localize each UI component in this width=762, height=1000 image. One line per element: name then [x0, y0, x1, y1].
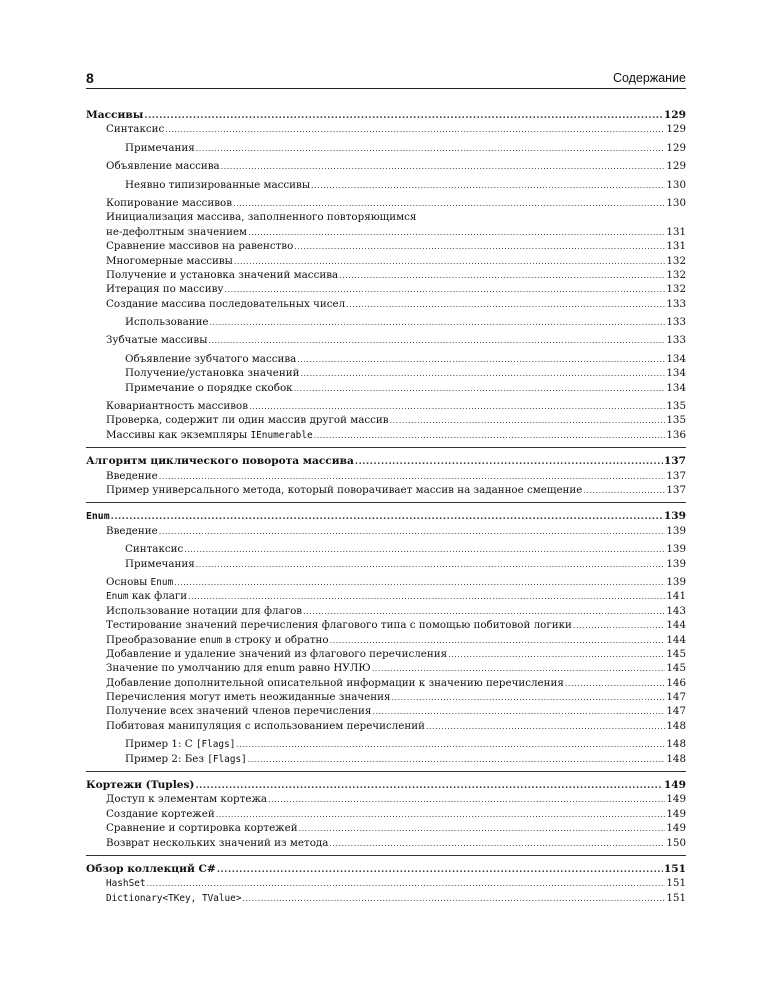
toc-entry-title: Сравнение массивов на равенство — [106, 240, 294, 253]
leader-dots — [208, 334, 665, 348]
leader-dots — [210, 316, 666, 330]
toc-page-number: 148 — [666, 738, 686, 751]
toc-entry-title: Побитовая манипуляция с использованием перечислений — [106, 719, 425, 732]
leader-dots — [144, 109, 663, 123]
toc-page-number: 139 — [666, 575, 686, 588]
toc-page-number: 133 — [666, 297, 686, 310]
toc-entry-title: Зубчатые массивы — [106, 334, 208, 347]
toc-section-entry[interactable] — [86, 413, 686, 427]
toc-page-number: 136 — [666, 428, 686, 441]
leader-dots — [303, 605, 665, 619]
toc-entry-title: не-дефолтным значением — [106, 225, 248, 238]
toc-page-number: 139 — [666, 524, 686, 537]
toc-entry-title: Примечания — [125, 557, 195, 570]
toc-entry-title — [106, 876, 146, 891]
toc-entry-title: Пример универсального метода, который поворачивает массив на заданное смещение — [106, 483, 583, 496]
leader-dots — [233, 197, 665, 211]
leader-dots — [355, 455, 663, 469]
toc-section-entry[interactable] — [86, 122, 686, 136]
toc-entry-title: Enum как флаги — [106, 590, 188, 603]
toc-section-entry[interactable] — [86, 225, 686, 239]
leader-dots — [195, 779, 662, 793]
leader-dots — [346, 298, 665, 312]
toc-entry-title: Кортежи (Tuples) — [86, 779, 195, 792]
table-of-contents — [86, 108, 686, 905]
leader-dots — [111, 510, 663, 524]
toc-entry-title: Неявно типизированные массивы — [125, 178, 311, 191]
toc-page-number: 130 — [666, 178, 686, 191]
toc-page-number: 144 — [666, 633, 686, 646]
toc-chapter-entry[interactable] — [86, 509, 686, 523]
toc-page-number: 150 — [666, 836, 686, 849]
leader-dots — [159, 525, 666, 539]
toc-entry-title: Синтаксис — [125, 543, 184, 556]
leader-dots — [268, 793, 665, 807]
toc-page-number: 148 — [666, 752, 686, 765]
toc-section-entry[interactable] — [86, 268, 686, 282]
toc-page-number: 146 — [666, 676, 686, 689]
toc-entry-title: Введение — [106, 524, 158, 537]
toc-entry-title: Создание кортежей — [106, 807, 215, 820]
toc-entry-title: Алгоритм циклического поворота массива — [86, 455, 354, 468]
leader-dots — [299, 822, 666, 836]
toc-entry-title: Итерация по массиву — [106, 283, 224, 296]
toc-section-entry[interactable] — [86, 690, 686, 704]
toc-entry-title: Пример 2: Без [Flags] — [125, 752, 247, 765]
toc-section-entry[interactable] — [86, 557, 686, 571]
toc-page-number: 149 — [666, 822, 686, 835]
toc-section-entry[interactable] — [86, 575, 686, 589]
toc-section-entry[interactable] — [86, 752, 686, 766]
toc-page-number: 139 — [666, 543, 686, 556]
toc-page-number: 147 — [666, 705, 686, 718]
toc-section-entry[interactable] — [86, 876, 686, 890]
toc-entry-title: Получение/установка значений — [125, 367, 300, 380]
toc-entry-title: Многомерные массивы — [106, 254, 233, 267]
toc-section-entry[interactable] — [86, 141, 686, 155]
toc-entry-title: Добавление дополнительной описательной информации к значению перечисления — [106, 676, 564, 689]
toc-section-entry[interactable] — [86, 159, 686, 173]
toc-page-number: 134 — [666, 367, 686, 380]
toc-entry-title: Использование — [125, 316, 209, 329]
toc-page-number: 135 — [666, 414, 686, 427]
toc-entry-title: Пример 1: С [Flags] — [125, 738, 236, 751]
toc-entry-title: Копирование массивов — [106, 196, 233, 209]
toc-page-number: 133 — [666, 316, 686, 329]
toc-page-number: 134 — [666, 381, 686, 394]
leader-dots — [225, 283, 666, 297]
toc-page-number: 129 — [666, 141, 686, 154]
toc-section-entry[interactable] — [86, 239, 686, 253]
toc-entry-title: Использование нотации для флагов — [106, 604, 303, 617]
leader-dots — [565, 677, 665, 691]
toc-page-number: 148 — [666, 719, 686, 732]
toc-page-number: 147 — [666, 691, 686, 704]
toc-entry-title: Примечание о порядке скобок — [125, 381, 293, 394]
leader-dots — [248, 226, 665, 240]
toc-section-entry[interactable] — [86, 352, 686, 366]
toc-entry-title: Примечания — [125, 141, 195, 154]
toc-entry-title: Инициализация массива, заполненного повторяющимся — [106, 211, 417, 224]
toc-section-entry[interactable] — [86, 618, 686, 632]
toc-section-entry[interactable] — [86, 836, 686, 850]
toc-section-entry[interactable] — [86, 366, 686, 380]
toc-section-entry[interactable] — [86, 381, 686, 395]
leader-dots — [294, 240, 665, 254]
toc-page-number: 129 — [666, 123, 686, 136]
toc-page-number: 151 — [666, 877, 686, 890]
code-term: IEnumerable — [250, 429, 313, 441]
toc-section-entry[interactable] — [86, 483, 686, 497]
leader-dots — [147, 877, 666, 891]
toc-page-number: 133 — [666, 334, 686, 347]
page-number: 8 — [86, 70, 94, 86]
toc-section-entry[interactable] — [86, 807, 686, 821]
leader-dots — [184, 543, 665, 557]
leader-dots — [221, 160, 666, 174]
toc-section-entry[interactable] — [86, 633, 686, 647]
toc-entry-title: Массивы — [86, 109, 144, 121]
toc-section-entry[interactable] — [86, 891, 686, 905]
toc-entry-title — [86, 509, 110, 524]
leader-dots — [236, 738, 665, 752]
toc-entry-title: Синтаксис — [106, 123, 165, 136]
toc-entry-title: Перечисления могут иметь неожиданные значения — [106, 691, 391, 704]
toc-section-entry[interactable] — [86, 210, 686, 224]
toc-entry-title: Получение всех значений членов перечисления — [106, 705, 372, 718]
toc-page-number: 132 — [666, 254, 686, 267]
page-header — [86, 68, 686, 90]
toc-page-number: 130 — [666, 196, 686, 209]
toc-entry-title: Введение — [106, 469, 158, 482]
toc-section-entry[interactable] — [86, 676, 686, 690]
toc-chapter-entry[interactable] — [86, 778, 686, 792]
leader-dots — [165, 123, 665, 137]
toc-entry-title: Объявление массива — [106, 160, 220, 173]
chapter-divider — [86, 855, 686, 856]
leader-dots — [248, 753, 666, 767]
toc-page-number: 145 — [666, 662, 686, 675]
toc-section-entry[interactable] — [86, 704, 686, 718]
toc-page-number: 129 — [666, 160, 686, 173]
toc-entry-title — [106, 891, 241, 906]
toc-section-entry[interactable] — [86, 589, 686, 603]
running-head: Содержание — [612, 71, 686, 85]
code-term: Enum — [86, 511, 110, 523]
toc-entry-title: Значение по умолчанию для enum равно НУЛЮ — [106, 662, 371, 675]
toc-section-entry[interactable] — [86, 719, 686, 733]
chapter-divider — [86, 502, 686, 503]
chapter-divider — [86, 771, 686, 772]
toc-section-entry[interactable] — [86, 604, 686, 618]
toc-entry-title: Основы Enum — [106, 575, 174, 588]
leader-dots — [294, 382, 666, 396]
toc-page-number: 135 — [666, 400, 686, 413]
toc-section-entry[interactable] — [86, 399, 686, 413]
toc-page-number: 139 — [663, 510, 686, 523]
toc-section-entry[interactable] — [86, 542, 686, 556]
toc-chapter-entry[interactable] — [86, 862, 686, 876]
toc-page-number: 151 — [663, 862, 686, 875]
leader-dots — [392, 691, 666, 705]
leader-dots — [196, 558, 666, 572]
leader-dots — [372, 662, 666, 676]
toc-page-number: 137 — [663, 455, 686, 468]
code-term: HashSet — [106, 878, 146, 890]
toc-entry-title: Проверка, содержит ли один массив другой массив — [106, 414, 389, 427]
toc-section-entry[interactable] — [86, 428, 686, 442]
toc-page-number: 131 — [666, 225, 686, 238]
toc-page-number: 143 — [666, 604, 686, 617]
toc-section-entry[interactable] — [86, 196, 686, 210]
toc-entry-title: Преобразование enum в строку и обратно — [106, 633, 329, 646]
leader-dots — [330, 634, 666, 648]
toc-page-number: 137 — [666, 469, 686, 482]
leader-dots — [188, 590, 665, 604]
leader-dots — [314, 429, 666, 443]
toc-page-number: 145 — [666, 647, 686, 660]
toc-section-entry[interactable] — [86, 297, 686, 311]
toc-entry-title: Добавление и удаление значений из флагового перечисления — [106, 647, 448, 660]
code-term: enum — [199, 634, 223, 646]
toc-page-number: 132 — [666, 283, 686, 296]
leader-dots — [448, 648, 665, 662]
leader-dots — [196, 142, 666, 156]
toc-page-number: 141 — [666, 590, 686, 603]
toc-section-entry[interactable] — [86, 469, 686, 483]
toc-section-entry[interactable] — [86, 282, 686, 296]
toc-chapter-entry[interactable] — [86, 454, 686, 468]
leader-dots — [249, 400, 665, 414]
code-term: Enum — [106, 591, 129, 603]
code-term: [Flags] — [207, 753, 247, 765]
toc-page-number: 139 — [666, 557, 686, 570]
leader-dots — [174, 576, 665, 590]
toc-section-entry[interactable] — [86, 254, 686, 268]
toc-entry-title: Создание массива последовательных чисел — [106, 297, 346, 310]
leader-dots — [583, 484, 665, 498]
toc-chapter-entry[interactable] — [86, 108, 686, 122]
toc-page-number: 132 — [666, 268, 686, 281]
leader-dots — [234, 255, 665, 269]
toc-entry-title: Массивы как экземпляры IEnumerable — [106, 428, 313, 441]
toc-page-number: 134 — [666, 352, 686, 365]
toc-entry-title: Сравнение и сортировка кортежей — [106, 822, 298, 835]
toc-page-number: 144 — [666, 619, 686, 632]
leader-dots — [390, 414, 666, 428]
leader-dots — [217, 863, 663, 877]
leader-dots — [300, 367, 665, 381]
leader-dots — [426, 720, 665, 734]
toc-section-entry[interactable] — [86, 792, 686, 806]
code-term: Enum — [150, 576, 174, 588]
toc-entry-title: Тестирование значений перечисления флагового типа с помощью побитовой логики — [106, 619, 572, 632]
toc-section-entry[interactable] — [86, 524, 686, 538]
leader-dots — [297, 353, 665, 367]
header-rule — [86, 88, 686, 89]
leader-dots — [216, 808, 666, 822]
leader-dots — [159, 470, 666, 484]
toc-entry-title: Объявление зубчатого массива — [125, 352, 297, 365]
toc-page-number: 149 — [666, 807, 686, 820]
code-term: Dictionary<TKey, TValue> — [106, 892, 242, 904]
leader-dots — [311, 179, 665, 193]
toc-entry-title: Доступ к элементам кортежа — [106, 793, 268, 806]
leader-dots — [242, 892, 665, 906]
code-term: [Flags] — [195, 739, 236, 751]
toc-entry-title: Получение и установка значений массива — [106, 268, 339, 281]
chapter-divider — [86, 447, 686, 448]
leader-dots — [573, 619, 665, 633]
toc-page-number: 137 — [666, 483, 686, 496]
toc-section-entry[interactable] — [86, 821, 686, 835]
toc-page-number: 149 — [663, 779, 686, 792]
toc-section-entry[interactable] — [86, 315, 686, 329]
toc-page-number: 151 — [666, 891, 686, 904]
toc-entry-title: Ковариантность массивов — [106, 400, 248, 413]
toc-section-entry[interactable] — [86, 647, 686, 661]
toc-section-entry[interactable] — [86, 737, 686, 751]
leader-dots — [329, 837, 665, 851]
toc-entry-title: Возврат нескольких значений из метода — [106, 836, 329, 849]
toc-section-entry[interactable] — [86, 178, 686, 192]
toc-section-entry[interactable] — [86, 333, 686, 347]
toc-page-number: 131 — [666, 240, 686, 253]
toc-entry-title: Обзор коллекций C# — [86, 862, 216, 875]
leader-dots — [372, 705, 665, 719]
toc-page-number: 129 — [663, 109, 686, 121]
leader-dots — [339, 269, 665, 283]
toc-page-number: 149 — [666, 793, 686, 806]
toc-section-entry[interactable] — [86, 661, 686, 675]
